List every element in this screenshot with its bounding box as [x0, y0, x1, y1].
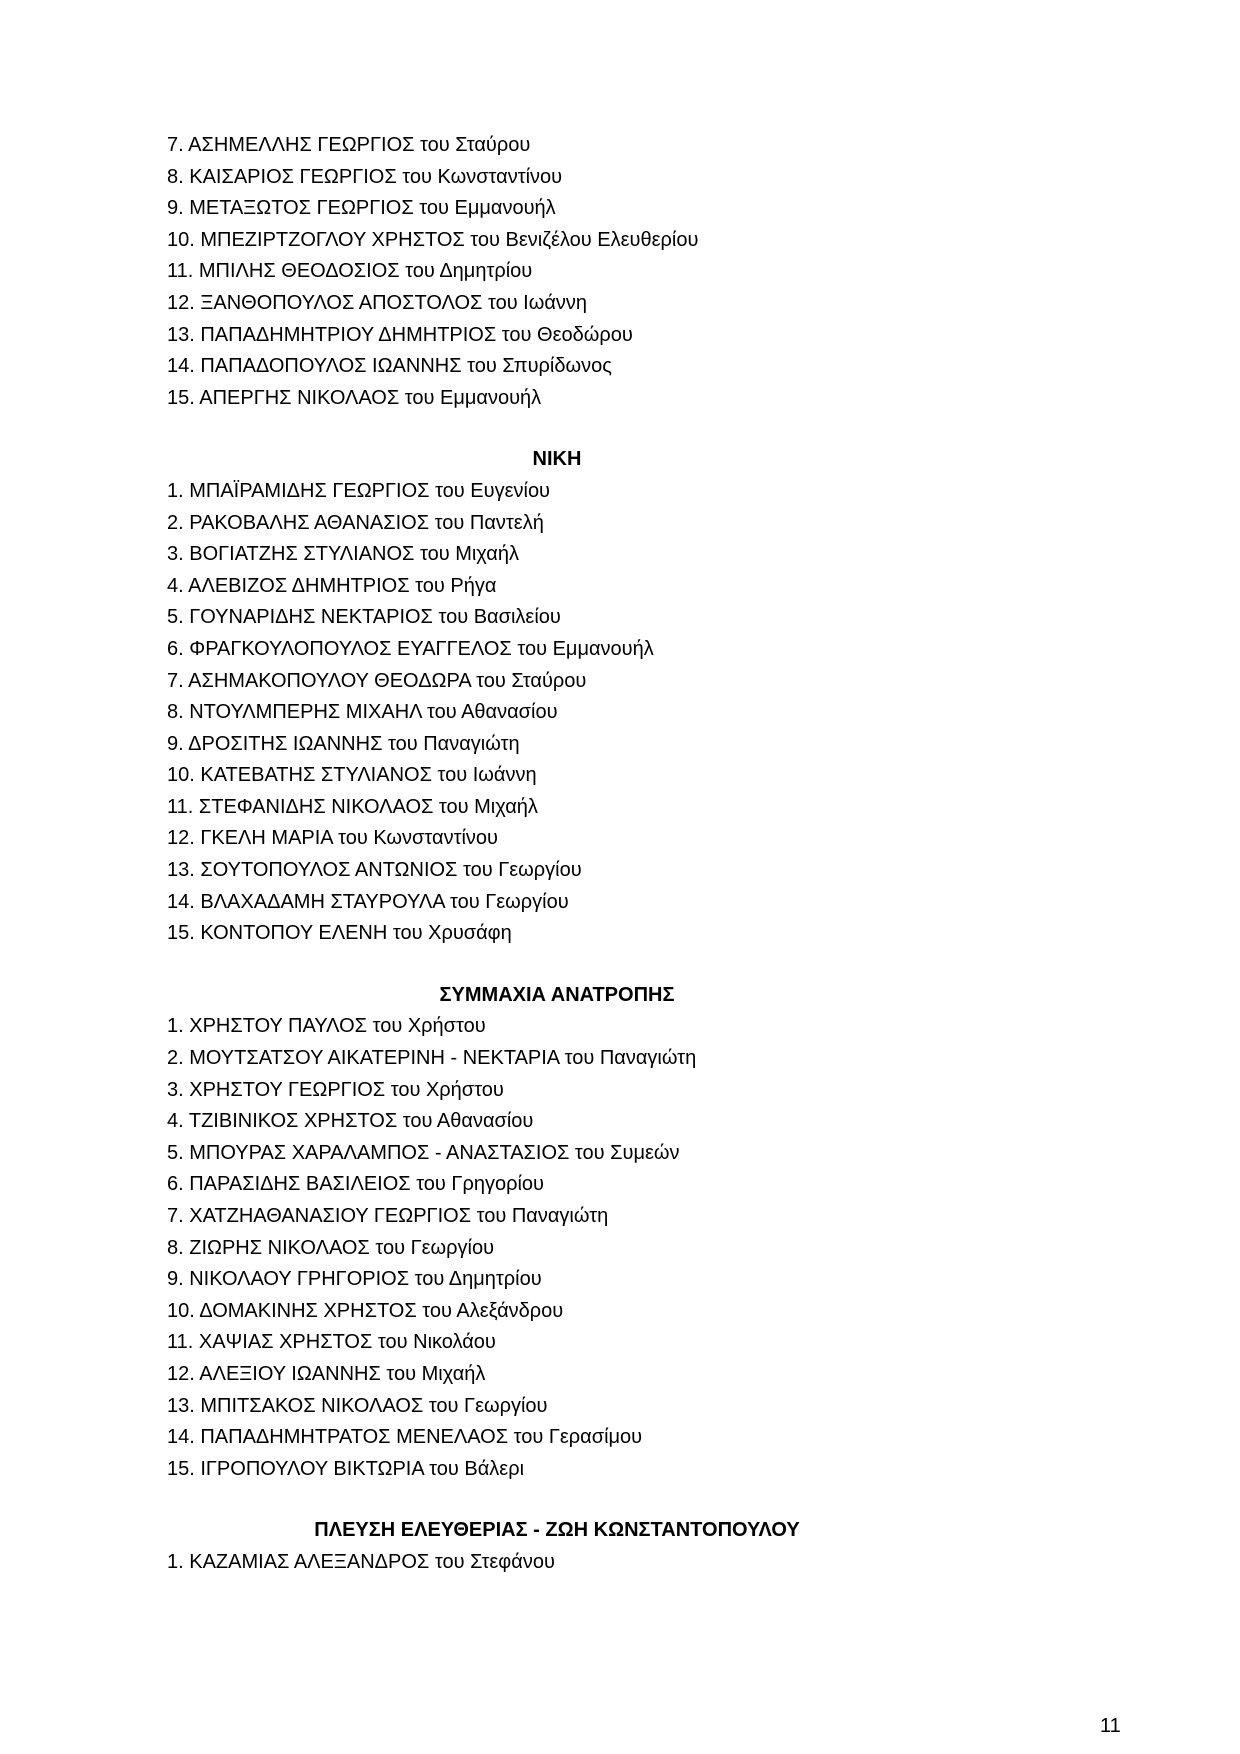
candidate-entry: 1. ΜΠΑΪΡΑΜΙΔΗΣ ΓΕΩΡΓΙΟΣ του Ευγενίου — [167, 479, 550, 502]
section-gap — [167, 1485, 1067, 1515]
candidate-entry: 6. ΠΑΡΑΣΙΔΗΣ ΒΑΣΙΛΕΙΟΣ του Γρηγορίου — [167, 1173, 544, 1196]
document-body — [167, 130, 1067, 1579]
candidate-entry: 12. ΞΑΝΘΟΠΟΥΛΟΣ ΑΠΟΣΤΟΛΟΣ του Ιωάννη — [167, 291, 588, 314]
section-gap — [167, 414, 1067, 444]
candidate-entry: 9. ΔΡΟΣΙΤΗΣ ΙΩΑΝΝΗΣ του Παναγιώτη — [167, 732, 520, 755]
candidate-entry: 4. ΑΛΕΒΙΖΟΣ ΔΗΜΗΤΡΙΟΣ του Ρήγα — [167, 574, 497, 597]
candidate-entry: 14. ΠΑΠΑΔΗΜΗΤΡΑΤΟΣ ΜΕΝΕΛΑΟΣ του Γερασίμου — [167, 1426, 643, 1449]
candidate-entry: 8. ΝΤΟΥΛΜΠΕΡΗΣ ΜΙΧΑΗΛ του Αθανασίου — [167, 701, 558, 724]
candidate-entry: 15. ΚΟΝΤΟΠΟΥ ΕΛΕΝΗ του Χρυσάφη — [167, 922, 512, 945]
candidate-entry: 8. ΚΑΙΣΑΡΙΟΣ ΓΕΩΡΓΙΟΣ του Κωνσταντίνου — [167, 165, 563, 188]
page-number: 11 — [1100, 1715, 1121, 1737]
candidate-entry: 9. ΜΕΤΑΞΩΤΟΣ ΓΕΩΡΓΙΟΣ του Εμμανουήλ — [167, 197, 556, 220]
candidate-entry: 11. ΧΑΨΙΑΣ ΧΡΗΣΤΟΣ του Νικολάου — [167, 1331, 496, 1354]
candidate-entry: 2. ΡΑΚΟΒΑΛΗΣ ΑΘΑΝΑΣΙΟΣ του Παντελή — [167, 511, 544, 534]
party-section-symmachia-anatropis — [167, 980, 1067, 1486]
candidate-entry: 13. ΣΟΥΤΟΠΟΥΛΟΣ ΑΝΤΩΝΙΟΣ του Γεωργίου — [167, 859, 582, 882]
candidate-entry: 14. ΠΑΠΑΔΟΠΟΥΛΟΣ ΙΩΑΝΝΗΣ του Σπυρίδωνος — [167, 355, 612, 378]
candidate-entry: 4. ΤΖΙΒΙΝΙΚΟΣ ΧΡΗΣΤΟΣ του Αθανασίου — [167, 1110, 534, 1133]
party-title: ΣΥΜΜΑΧΙΑ ΑΝΑΤΡΟΠΗΣ — [439, 983, 675, 1006]
section-gap — [167, 950, 1067, 980]
candidate-entry: 7. ΑΣΗΜΕΛΛΗΣ ΓΕΩΡΓΙΟΣ του Σταύρου — [167, 134, 531, 156]
candidate-entry: 5. ΓΟΥΝΑΡΙΔΗΣ ΝΕΚΤΑΡΙΟΣ του Βασιλείου — [167, 606, 561, 629]
candidate-entry: 3. ΒΟΓΙΑΤΖΗΣ ΣΤΥΛΙΑΝΟΣ του Μιχαήλ — [167, 543, 519, 566]
party-title: ΝΙΚΗ — [532, 448, 582, 471]
party-section-niki — [167, 444, 1067, 950]
candidate-entry: 10. ΔΟΜΑΚΙΝΗΣ ΧΡΗΣΤΟΣ του Αλεξάνδρου — [167, 1299, 564, 1322]
candidate-entry: 1. ΚΑΖΑΜΙΑΣ ΑΛΕΞΑΝΔΡΟΣ του Στεφάνου — [167, 1550, 555, 1573]
candidate-entry: 10. ΜΠΕΖΙΡΤΖΟΓΛΟΥ ΧΡΗΣΤΟΣ του Βενιζέλου Ελευθερίου — [167, 228, 699, 251]
candidate-entry: 6. ΦΡΑΓΚΟΥΛΟΠΟΥΛΟΣ ΕΥΑΓΓΕΛΟΣ του Εμμανουήλ — [167, 637, 654, 660]
candidate-entry: 14. ΒΛΑΧΑΔΑΜΗ ΣΤΑΥΡΟΥΛΑ του Γεωργίου — [167, 890, 569, 913]
candidate-entry: 5. ΜΠΟΥΡΑΣ ΧΑΡΑΛΑΜΠΟΣ - ΑΝΑΣΤΑΣΙΟΣ του Συμεών — [167, 1141, 680, 1164]
candidate-entry: 13. ΠΑΠΑΔΗΜΗΤΡΙΟΥ ΔΗΜΗΤΡΙΟΣ του Θεοδώρου — [167, 323, 633, 346]
candidate-entry: 10. ΚΑΤΕΒΑΤΗΣ ΣΤΥΛΙΑΝΟΣ του Ιωάννη — [167, 764, 537, 787]
candidate-entry: 11. ΣΤΕΦΑΝΙΔΗΣ ΝΙΚΟΛΑΟΣ του Μιχαήλ — [167, 795, 538, 818]
party-section-plefsi-eleftherias — [167, 1515, 1067, 1578]
candidate-entry: 12. ΓΚΕΛΗ ΜΑΡΙΑ του Κωνσταντίνου — [167, 827, 498, 850]
candidate-entry: 7. ΧΑΤΖΗΑΘΑΝΑΣΙΟΥ ΓΕΩΡΓΙΟΣ του Παναγιώτη — [167, 1205, 609, 1227]
candidate-entry: 2. ΜΟΥΤΣΑΤΣΟΥ ΑΙΚΑΤΕΡΙΝΗ - ΝΕΚΤΑΡΙΑ του Παναγιώτη — [167, 1047, 697, 1070]
party-title: ΠΛΕΥΣΗ ΕΛΕΥΘΕΡΙΑΣ - ΖΩΗ ΚΩΝΣΤΑΝΤΟΠΟΥΛΟΥ — [314, 1519, 800, 1542]
candidate-entry: 1. ΧΡΗΣΤΟΥ ΠΑΥΛΟΣ του Χρήστου — [167, 1015, 486, 1038]
candidate-entry: 3. ΧΡΗΣΤΟΥ ΓΕΩΡΓΙΟΣ του Χρήστου — [167, 1078, 504, 1101]
candidate-entry: 15. ΑΠΕΡΓΗΣ ΝΙΚΟΛΑΟΣ του Εμμανουήλ — [167, 386, 542, 409]
candidate-entry: 12. ΑΛΕΞΙΟΥ ΙΩΑΝΝΗΣ του Μιχαήλ — [167, 1362, 486, 1385]
candidate-entry: 8. ΖΙΩΡΗΣ ΝΙΚΟΛΑΟΣ του Γεωργίου — [167, 1236, 495, 1259]
candidate-entry: 7. ΑΣΗΜΑΚΟΠΟΥΛΟΥ ΘΕΟΔΩΡΑ του Σταύρου — [167, 669, 587, 692]
candidate-entry: 13. ΜΠΙΤΣΑΚΟΣ ΝΙΚΟΛΑΟΣ του Γεωργίου — [167, 1394, 548, 1417]
candidate-entry: 15. ΙΓΡΟΠΟΥΛΟΥ ΒΙΚΤΩΡΙΑ του Βάλερι — [167, 1457, 525, 1480]
candidate-entry: 11. ΜΠΙΛΗΣ ΘΕΟΔΟΣΙΟΣ του Δημητρίου — [167, 260, 533, 283]
candidate-entry: 9. ΝΙΚΟΛΑΟΥ ΓΡΗΓΟΡΙΟΣ του Δημητρίου — [167, 1268, 542, 1291]
continued-candidate-list — [167, 130, 1067, 414]
